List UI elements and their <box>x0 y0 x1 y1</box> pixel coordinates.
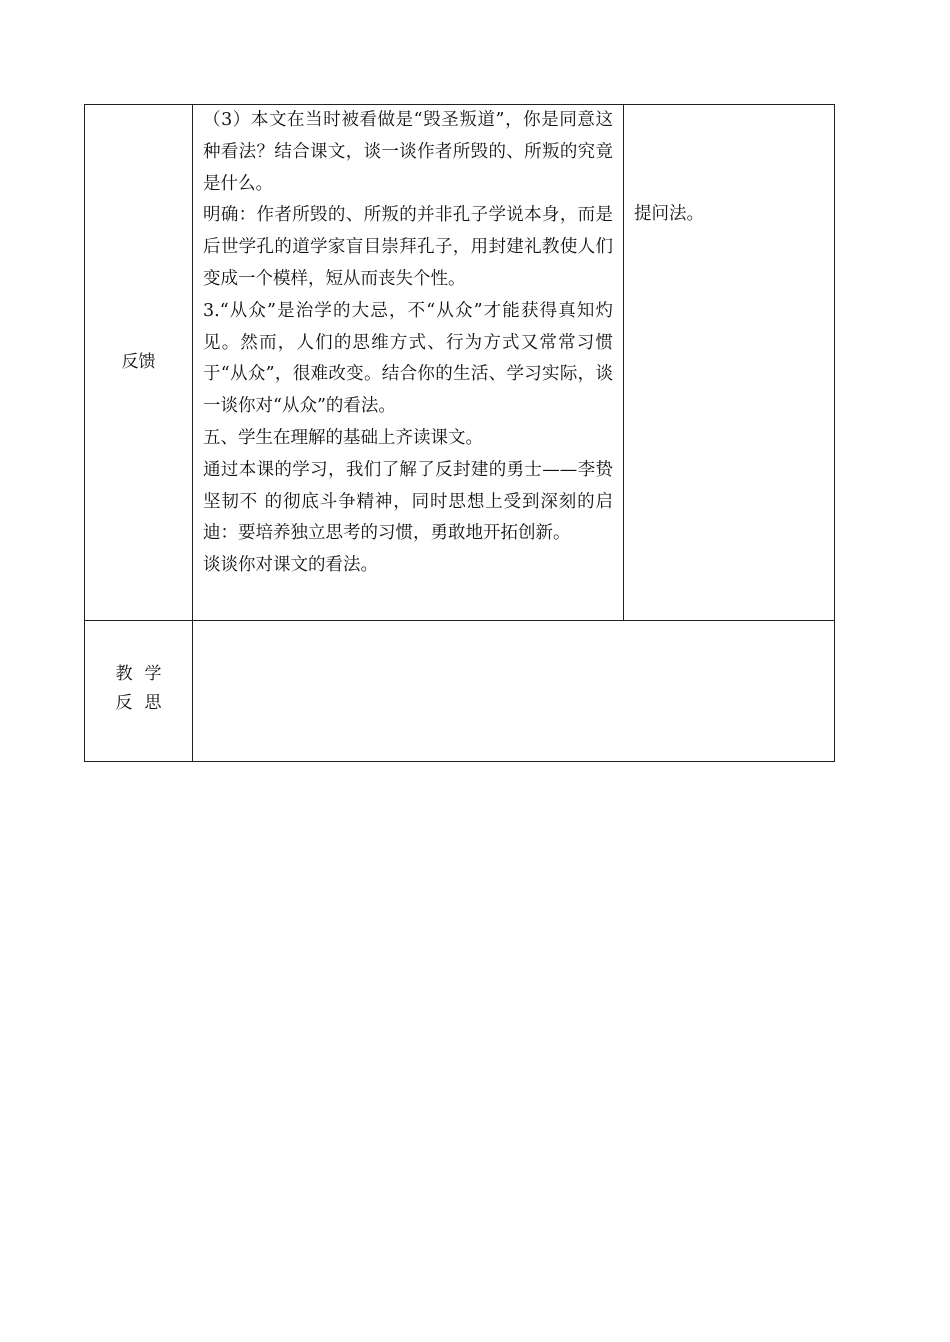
reflection-label-line1: 教学 <box>115 664 174 684</box>
feedback-label-cell <box>85 105 193 621</box>
question-congzhong-paragraph: 3.“从众”是治学的大忌，不“从众”才能获得真知灼见。然而，人们的思维方式、行为方式又常常习惯于“从众”，很难改变。结合你的生活、学习实际，谈一谈你对“从众”的看法。 <box>203 300 613 417</box>
method-cell <box>624 105 835 621</box>
discussion-paragraph: 谈谈你对课文的看法。 <box>203 555 378 576</box>
feedback-label: 反馈 <box>121 352 156 372</box>
summary-paragraph: 通过本课的学习，我们了解了反封建的勇士——李贽坚韧不 的彻底斗争精神，同时思想上受到深刻的启迪：要培养独立思考的习惯，勇敢地开拓创新。 <box>203 459 613 544</box>
feedback-content-cell <box>193 105 624 621</box>
reflection-label-line2: 反思 <box>115 693 174 713</box>
reading-step-paragraph: 五、学生在理解的基础上齐读课文。 <box>203 427 483 448</box>
lesson-plan-table <box>84 104 835 762</box>
feedback-row <box>85 105 835 621</box>
reflection-label-cell <box>85 621 193 762</box>
reflection-content-cell <box>193 621 835 762</box>
reflection-row <box>85 621 835 762</box>
answer-paragraph: 明确：作者所毁的、所叛的并非孔子学说本身，而是后世学孔的道学家盲目崇拜孔子，用封建礼教使人们变成一个模样，短从而丧失个性。 <box>203 205 613 289</box>
question-3-paragraph: （3）本文在当时被看做是“毁圣叛道”，你是同意这种看法？结合课文，谈一谈作者所毁的、所叛的究竟是什么。 <box>203 110 613 194</box>
method-text: 提问法。 <box>634 204 704 224</box>
feedback-content <box>193 105 623 582</box>
